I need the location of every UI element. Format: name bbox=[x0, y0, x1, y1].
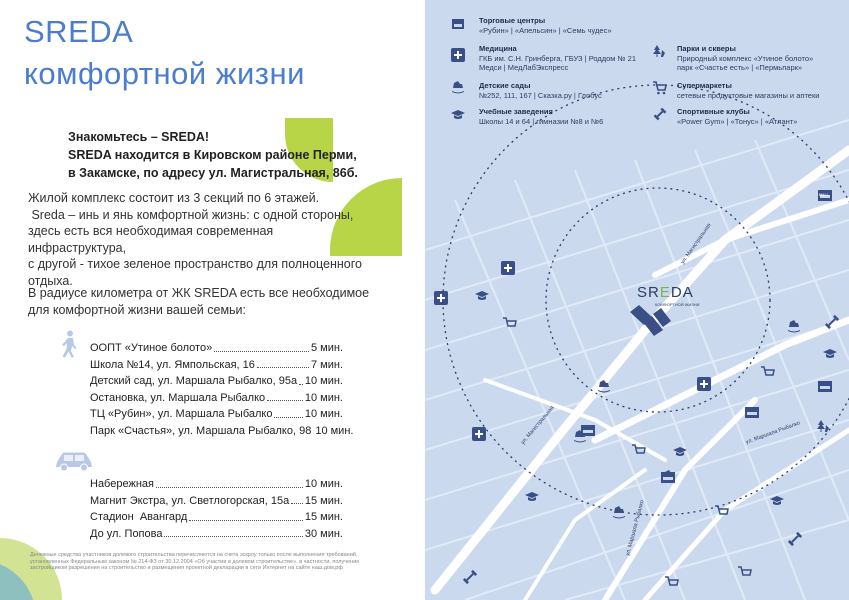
paragraph-line: для комфортной жизни вашей семьи: bbox=[28, 302, 247, 317]
legend-malls: Торговые центры «Рубин» | «Апельсин» | «Семь чудес» bbox=[479, 16, 612, 35]
list-item bbox=[90, 526, 343, 543]
park-marker bbox=[817, 420, 829, 432]
street-label: ул. Магистральная bbox=[520, 405, 556, 446]
mall-marker bbox=[581, 425, 595, 436]
legend-schools: Учебные заведения Школы 14 и 64 | гимназии №8 и №6 bbox=[479, 107, 604, 126]
list-item bbox=[90, 340, 343, 357]
intro-line: в Закамске, по адресу ул. Магистральная, 86б. bbox=[68, 166, 358, 180]
kindergarten-marker bbox=[788, 320, 800, 333]
footnote-line: Денежные средства участников долевого строительства перечисляются на счета эскроу только после выполнения требований, bbox=[30, 552, 358, 558]
medicine-marker bbox=[501, 261, 515, 275]
school-marker bbox=[525, 492, 539, 501]
medicine-marker bbox=[472, 427, 486, 441]
supermarket-marker bbox=[715, 506, 728, 514]
footnote-line: застройщиком разрешения на строительство и размещения проектной декларации в сети Интернет на сайте наш.дом.рф bbox=[30, 565, 343, 571]
place-name: До ул. Попова bbox=[90, 527, 163, 540]
sreda-map-logo: SREDA bbox=[637, 284, 694, 301]
mall-marker bbox=[745, 407, 759, 418]
travel-time: 15 мин. bbox=[304, 511, 343, 523]
travel-time: 30 мин. bbox=[304, 527, 343, 540]
school-marker bbox=[770, 496, 784, 505]
place-name: Набережная bbox=[90, 478, 154, 490]
list-item bbox=[90, 509, 343, 526]
place-name: ТЦ «Рубин», ул. Маршала Рыбалко bbox=[90, 408, 273, 420]
page-title: SREDA bbox=[24, 14, 134, 49]
supermarket-marker bbox=[632, 445, 645, 453]
legend-parks: Парки и скверы Природный комплекс «Утиное болото» парк «Счастье есть» | «Пермьпарк» bbox=[677, 44, 814, 72]
travel-time: 5 мин. bbox=[310, 342, 343, 354]
driving-distance-list bbox=[90, 476, 343, 542]
school-marker bbox=[475, 291, 489, 300]
intro-line: Знакомьтесь – SREDA! bbox=[68, 130, 210, 144]
sports-marker bbox=[825, 315, 839, 329]
paragraph-line: Жилой комплекс состоит из 3 секций по 6 этажей. bbox=[28, 191, 320, 205]
place-name: Детский сад, ул. Маршала Рыбалко, 95а bbox=[90, 375, 298, 387]
paragraph-line: отдыха. bbox=[28, 273, 73, 288]
place-name: Стадион Авангард bbox=[90, 511, 188, 523]
car-icon bbox=[54, 450, 94, 472]
street-label: ул. Магистральная bbox=[680, 222, 713, 266]
mall-marker-label: MALL bbox=[819, 193, 829, 197]
intro-text bbox=[68, 128, 358, 182]
mall-marker bbox=[818, 381, 832, 392]
legend-medicine: Медицина ГКБ им. С.Н. Гринберга, ГБУЗ | Роддом № 21 Медси | МедЛабЭкспресс bbox=[479, 44, 637, 72]
supermarket-marker bbox=[761, 367, 774, 375]
map-markers bbox=[425, 0, 849, 600]
place-name: Остановка, ул. Маршала Рыбалко bbox=[90, 391, 266, 404]
kindergarten-marker bbox=[598, 380, 610, 393]
place-name: Парк «Счастья», ул. Маршала Рыбалко, 98 bbox=[90, 424, 312, 437]
paragraph-line: Sreda – инь и янь комфортной жизнь: с одной стороны, bbox=[28, 207, 354, 222]
walking-distance-list bbox=[90, 340, 354, 439]
travel-time: 10 мин. bbox=[304, 375, 343, 387]
school-marker bbox=[673, 447, 687, 456]
paragraph-line: В радиусе километра от ЖК SREDA есть все необходимое bbox=[28, 286, 370, 300]
brochure-map-page bbox=[425, 0, 849, 600]
mall-marker bbox=[661, 472, 675, 483]
travel-time: 10 мин. bbox=[304, 408, 343, 420]
list-item bbox=[90, 390, 343, 407]
travel-time: 10 мин. bbox=[304, 391, 343, 404]
place-name: Магнит Экстра, ул. Светлогорская, 15а bbox=[90, 494, 290, 507]
supermarket-marker bbox=[665, 577, 678, 585]
travel-time: 7 мин. bbox=[310, 358, 343, 371]
medicine-marker bbox=[434, 291, 448, 305]
list-item bbox=[90, 476, 343, 493]
travel-time: 15 мин. bbox=[304, 494, 343, 507]
street-label: ул. Маршала Рыбалко bbox=[745, 420, 801, 446]
list-item bbox=[90, 406, 343, 423]
walking-person-icon bbox=[58, 330, 80, 358]
list-item bbox=[90, 493, 343, 510]
legend-sports: Спортивные клубы «Power Gym» | «Тонус» | «Атлант» bbox=[677, 107, 798, 126]
legend-supermarkets: Супермаркеты сетевые продуктовые магазины и аптеки bbox=[677, 81, 820, 100]
legal-footnote bbox=[30, 552, 390, 572]
medicine-marker bbox=[697, 377, 711, 391]
place-name: Школа №14, ул. Ямпольская, 16 bbox=[90, 358, 255, 371]
list-item bbox=[90, 357, 343, 374]
sports-marker bbox=[463, 570, 477, 584]
list-item bbox=[90, 423, 354, 440]
kindergarten-marker bbox=[613, 506, 625, 519]
paragraph-line: здесь есть вся необходимая современная инфраструктура, bbox=[28, 224, 274, 255]
sreda-logo-subtitle: КОМФОРТНОЙ ЖИЗНИ bbox=[655, 302, 700, 307]
paragraph-line: с другой - тихое зеленое пространство для полноценного bbox=[28, 257, 362, 271]
sports-marker bbox=[788, 532, 802, 546]
travel-time: 10 мин. bbox=[315, 424, 354, 437]
legend-kindergartens: Детские сады №252, 111, 167 | Сказка.ру | Глобус bbox=[479, 81, 602, 100]
radius-paragraph bbox=[28, 285, 373, 318]
travel-time: 10 мин. bbox=[304, 478, 343, 490]
school-marker bbox=[823, 349, 837, 358]
footnote-line: установленных Федеральным законом № 214-ФЗ от 30.12.2004 «Об участии в долевом строительстве». в частности, получение bbox=[30, 558, 360, 565]
intro-line: SREDA находится в Кировском районе Перми, bbox=[68, 148, 357, 162]
supermarket-marker bbox=[738, 567, 751, 575]
street-label: ул. Маршала Рыбалко bbox=[625, 499, 646, 557]
supermarket-marker bbox=[503, 318, 516, 326]
description-paragraph bbox=[28, 190, 368, 289]
place-name: ООПТ «Утиное болото» bbox=[90, 342, 213, 354]
list-item bbox=[90, 373, 343, 390]
page-subtitle: комфортной жизни bbox=[24, 56, 305, 91]
